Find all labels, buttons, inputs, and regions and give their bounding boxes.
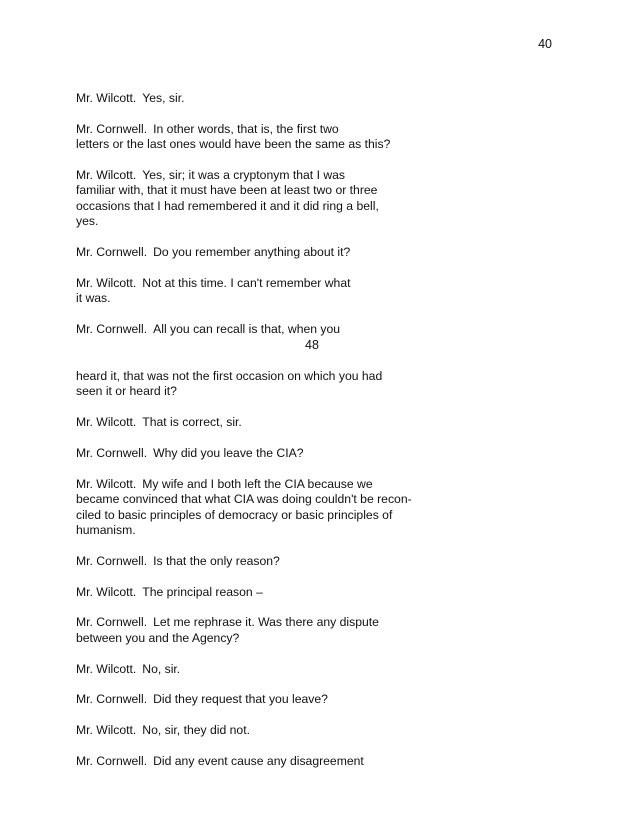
speaker-label: Mr. Cornwell. [76, 322, 148, 337]
speaker-label: Mr. Wilcott. [76, 168, 137, 182]
page-number: 40 [538, 37, 552, 51]
speaker-label: Mr. Wilcott. [76, 476, 137, 491]
transcript-paragraph [76, 692, 436, 707]
paragraph-text: No, sir. [142, 661, 181, 676]
transcript-paragraph [76, 723, 436, 738]
speaker-label: Mr. Wilcott. [76, 723, 137, 738]
paragraph-text: Let me rephrase it. Was there any dispute between you and the Agency? [76, 615, 379, 645]
speaker-label: Mr. Wilcott. [76, 91, 137, 105]
speaker-label: Mr. Wilcott. [76, 275, 137, 290]
paragraph-text: Not at this time. I can't remember what it was. [76, 275, 351, 306]
paragraph-text: My wife and I both left the CIA because we became convinced that what CIA was doing couldn't be recon- ciled to basic principles of democracy or basic principles of humanism. [76, 476, 412, 538]
speaker-label: Mr. Wilcott. [76, 584, 137, 599]
speaker-label: Mr. Cornwell. [76, 615, 148, 630]
transcript-paragraph [76, 322, 436, 337]
transcript-paragraph [76, 168, 436, 230]
transcript-paragraph [76, 662, 436, 677]
transcript-paragraph [76, 754, 436, 769]
paragraph-text: Did they request that you leave? [153, 692, 328, 707]
speaker-label: Mr. Wilcott. [76, 415, 137, 430]
transcript-paragraph [76, 615, 436, 646]
paragraph-text: No, sir, they did not. [142, 723, 250, 738]
speaker-label: Mr. Cornwell. [76, 692, 148, 707]
paragraph-text: That is correct, sir. [142, 415, 242, 430]
transcript-paragraph [76, 91, 436, 106]
speaker-label: Mr. Cornwell. [76, 245, 148, 260]
transcript-section-before-break [76, 91, 436, 353]
paragraph-text: In other words, that is, the first two letters or the last ones would have been the same as this? [76, 121, 391, 152]
transcript-paragraph [76, 477, 436, 539]
speaker-label: Mr. Wilcott. [76, 661, 137, 676]
paragraph-text: The principal reason – [142, 584, 263, 599]
paragraph-text: Did any event cause any disagreement [153, 754, 364, 768]
paragraph-text: Yes, sir; it was a cryptonym that I was familiar with, that it must have been at least two or three occasions that I had remembered it and it did ring a bell, yes. [76, 168, 379, 229]
transcript-paragraph [76, 122, 436, 153]
speaker-label: Mr. Cornwell. [76, 754, 148, 768]
transcript-paragraph [76, 369, 436, 400]
transcript-paragraph [76, 585, 436, 600]
transcript-paragraph [76, 245, 436, 260]
paragraph-text: Is that the only reason? [153, 553, 280, 568]
speaker-label: Mr. Cornwell. [76, 121, 148, 136]
paragraph-text: Do you remember anything about it? [153, 245, 351, 260]
transcript-section-after-break [76, 369, 436, 785]
paragraph-text: All you can recall is that, when you [153, 322, 341, 337]
transcript-paragraph [76, 415, 436, 430]
paragraph-text: Why did you leave the CIA? [153, 446, 304, 460]
transcript-paragraph [76, 276, 436, 307]
paragraph-text: heard it, that was not the first occasion on which you had seen it or heard it? [76, 369, 383, 399]
transcript-paragraph [76, 554, 436, 569]
speaker-label: Mr. Cornwell. [76, 446, 148, 460]
speaker-label: Mr. Cornwell. [76, 553, 148, 568]
paragraph-text: Yes, sir. [142, 91, 185, 105]
transcript-paragraph [76, 446, 436, 461]
original-page-marker: 48 [305, 338, 319, 352]
